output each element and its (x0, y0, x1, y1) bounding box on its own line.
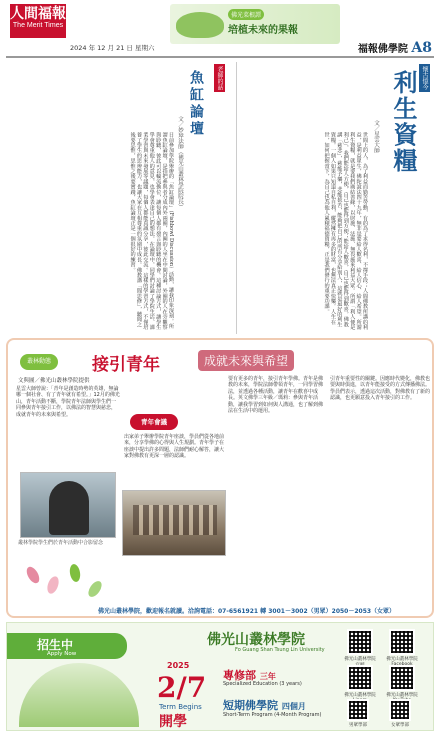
term-date: 2/7 (157, 671, 207, 704)
banner-title: 培植未來的果報 (228, 25, 298, 36)
contact-info: 佛光山叢林學院，歡迎報名就讀。洽詢電話：07-6561921 轉 3001－3002（男眾）2050－2053（女眾） (98, 608, 396, 615)
feature-title[interactable]: 接引青年 (92, 355, 160, 375)
article2-body: 日前參加學院舉辦的「魚缸論壇」（Fishbowl Discussion）活動，讓我印象深刻。所謂魚缸論壇，是指把參與者分成內外兩圈，內圈的人坐在中間討論，外圈的人在旁觀察與聆聽，彼此可以輪流換位，讓每個人都有發言與聆聽的機會。這種討論方式，讓學生學會尊重他人的意見，也學會表達自己的想法。在論壇中，同學們討論了學院生活、課業學習與未來發展等議題，每個人都能真誠分享，彼此交流。這樣的學習方式，不僅培養了學生的思辨能力，也讓大家在互相尊重的氛圍中成長。佛教講「聞思修」，聽聞之後要思惟，思惟之後要實踐，魚缸論壇正是一個很好的練習。 (129, 132, 174, 330)
articles-area (8, 62, 432, 334)
photo-caption: 叢林學院學生們於青年活動中合影留念 (18, 540, 104, 546)
program1-years: 三年 (259, 672, 276, 681)
qr-label-website: 佛光山叢林學院 (344, 657, 376, 662)
program1-en: Specialized Education (3 years) (223, 681, 302, 687)
feature-column-1: 星雲大師曾說：「青年是創造時勢的英雄，無論哪一個社會、有了青年就有希望。」12月的佛光山，青年活動不斷，學院青年法師與學生們一同參與青年接引工作，以佛法的智慧與慈悲，成就青年的未來與希望。 (16, 386, 120, 418)
qr-code-line[interactable] (347, 665, 373, 691)
issue-date: 2024 年 12 月 21 日 星期六 (70, 44, 155, 52)
section-heading (358, 40, 432, 56)
feature-byline: 文與圖／佛光山叢林學院提供 (18, 378, 90, 384)
school-name: 佛光山叢林學院 (207, 632, 305, 648)
term-begins-zh: 開學 (159, 714, 187, 730)
feature-column-3: 要有更多的青年，接引青年學佛。青年是佛教的未來，學院法師帶領青年，一同學習佛法，並透過各種活動，讓青年在歡喜中成長。英文佛學三年級／瑪莉：參與青年活動，讓我學習到如何與人溝通，也了解到佛法在生活中的運用。 (228, 376, 324, 415)
feature-kicker: 叢林動態 (20, 354, 58, 370)
apply-label-en: Apply Now (47, 651, 77, 657)
admission-ad[interactable] (6, 622, 434, 731)
article2-author: 文／妙璋法師（佛光山叢林學院院長） (177, 116, 183, 210)
program-short-term (223, 697, 306, 713)
flower-decoration-icon (18, 556, 118, 604)
apply-label: 招生中 (37, 638, 74, 652)
logo-text: 人間福報 (10, 6, 66, 22)
temple-arch-icon (19, 663, 139, 727)
term-year: 2025 (167, 661, 190, 670)
header-divider (6, 56, 434, 58)
section-name: 福報佛學院 (357, 44, 408, 55)
qr-label-female: 女眾學部 (391, 723, 409, 728)
page-number: A8 (411, 40, 432, 56)
logo-english: The Merit Times (12, 22, 64, 29)
feature-photo-speaker[interactable] (20, 472, 116, 538)
article1-title[interactable]: 利生資糧 (389, 70, 418, 174)
term-begins-label: Term Begins (159, 703, 202, 711)
article2-title[interactable]: 魚缸論壇 (188, 70, 204, 138)
newspaper-logo[interactable] (10, 4, 66, 38)
qr-code-youtube[interactable] (389, 665, 415, 691)
banner-tag: 佛光菜根譚 (228, 9, 264, 20)
feature-subtitle: 成就未來與希望 (198, 350, 294, 371)
program2-name: 短期佛學院 (223, 699, 278, 712)
article1-kicker: 懷古憶今 (421, 66, 428, 90)
program2-en: Short-Term Program (4-Month Program) (223, 712, 322, 718)
program2-years: 四個月 (281, 702, 306, 711)
feature-photo-group[interactable] (122, 490, 226, 556)
column-divider (236, 62, 237, 334)
qr-code-male[interactable] (347, 699, 369, 721)
qr-label-male: 男眾學部 (349, 723, 367, 728)
school-name-en: Fo Guang Shan Tsung Lin University (235, 647, 325, 653)
qr-code-facebook[interactable] (389, 629, 415, 655)
feature-article (6, 338, 434, 618)
qr-code-female[interactable] (389, 699, 411, 721)
article1-body: 世間上的人，為了利益而勤苦勞動，有的為了求得名利，不擇手段；人間佛教所講的利益，是利益眾生，佛陀說法四十九年，無非是要給人歡喜、給人信心、給人希望。所謂利生資糧，就是要我們廣結善緣，以財施、法施、無畏施來利益大眾。所謂「利人便是利己」，我們能給人方便，自己也能得到方便；能給人歡喜，自己也能得到歡喜。佛教講「慈悲」，慈能予樂，悲能拔苦，能夠把自己的所有分享給別人，這就是最好的利生資糧。一個人如果只知道自私自利，縱然擁有再多的財富，也無法真正快樂。人生在世，如何把握當下，為自己也為他人累積福德資糧，正是我們修行的重要功課。 (323, 132, 368, 330)
feature-badge: 青年會議 (130, 414, 178, 430)
qr-code-website[interactable] (347, 629, 373, 655)
header-banner[interactable] (170, 4, 340, 44)
feature-column-2: 出家弟子舉辦學院青年座談，學員們從各地前來，分享學佛的心得與人生規劃。青年學子在座談中提出許多問題，法師們耐心解答，讓大家對佛教有更深一層的認識。 (124, 434, 225, 460)
qr-label-line: 佛光山叢林學院 (344, 693, 376, 698)
article2-kicker: 老師的話 (216, 66, 223, 90)
fruit-tree-illustration-icon (176, 12, 224, 38)
qr-label-youtube: 佛光山叢林學院 (386, 693, 418, 698)
article1-author: 文／星雲大師 (373, 120, 379, 153)
qr-label-facebook: 佛光山叢林學院 (386, 657, 418, 662)
masthead (0, 0, 440, 62)
program1-name: 專修部 (223, 669, 256, 682)
feature-column-4: 引青年重要性的關鍵。因應時代變化，佛教也要與時俱進，以青年能接受的方式傳播佛法。學員們表示，透過這次活動，對佛教有了新的認識，也更願意投入青年接引的工作。 (330, 376, 431, 402)
